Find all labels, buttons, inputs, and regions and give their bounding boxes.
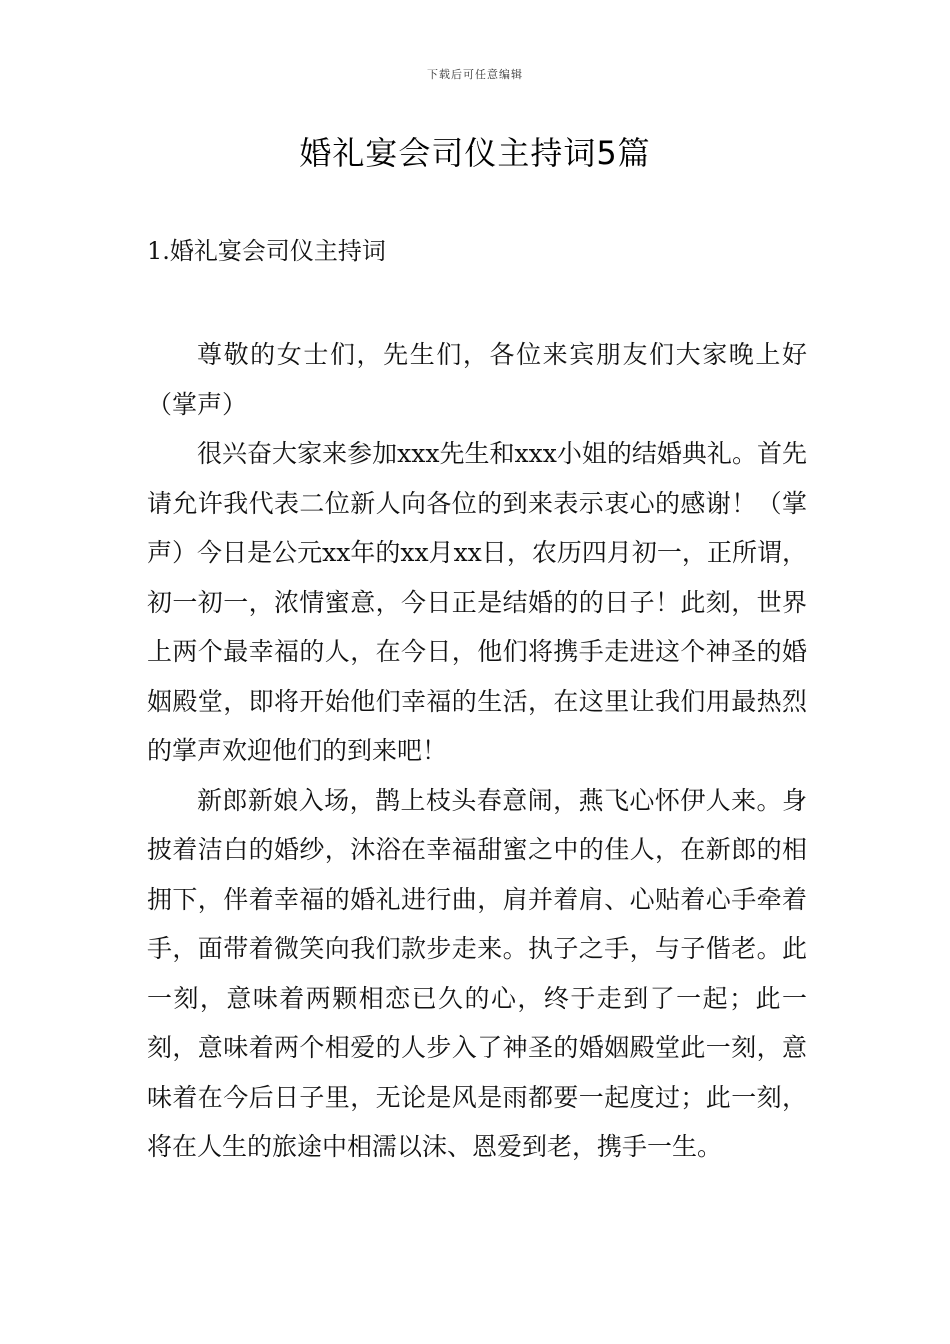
document-title: 婚礼宴会司仪主持词5篇 <box>299 134 651 172</box>
header-note: 下载后可任意编辑 <box>427 68 523 81</box>
paragraph-greeting: 尊敬的女士们，先生们，各位来宾朋友们大家晚上好（掌声） <box>147 340 807 419</box>
document-body <box>147 330 807 1172</box>
paragraph-entrance: 新郎新娘入场，鹊上枝头春意闹，燕飞心怀伊人来。身披着洁白的婚纱，沐浴在幸福甜蜜之中的佳人，在新郎的相拥下，伴着幸福的婚礼进行曲，肩并着肩、心贴着心手牵着手，面带着微笑向我们款步走来。执子之手，与子偕老。此一刻，意味着两颗相恋已久的心，终于走到了一起；此一刻，意味着两个相爱的人步入了神圣的婚姻殿堂此一刻，意味着在今后日子里，无论是风是雨都要一起度过；此一刻，将在人生的旅途中相濡以沫、恩爱到老，携手一生。 <box>147 785 807 1161</box>
section-heading: 1.婚礼宴会司仪主持词 <box>147 237 386 265</box>
paragraph-welcome: 很兴奋大家来参加xxx先生和xxx小姐的结婚典礼。首先请允许我代表二位新人向各位的到来表示衷心的感谢！（掌声）今日是公元xx年的xx月xx日，农历四月初一，正所谓，初一初一，浓情蜜意，今日正是结婚的的日子！此刻，世界上两个最幸福的人，在今日，他们将携手走进这个神圣的婚姻殿堂，即将开始他们幸福的生活，在这里让我们用最热烈的掌声欢迎他们的到来吧！ <box>147 439 807 765</box>
